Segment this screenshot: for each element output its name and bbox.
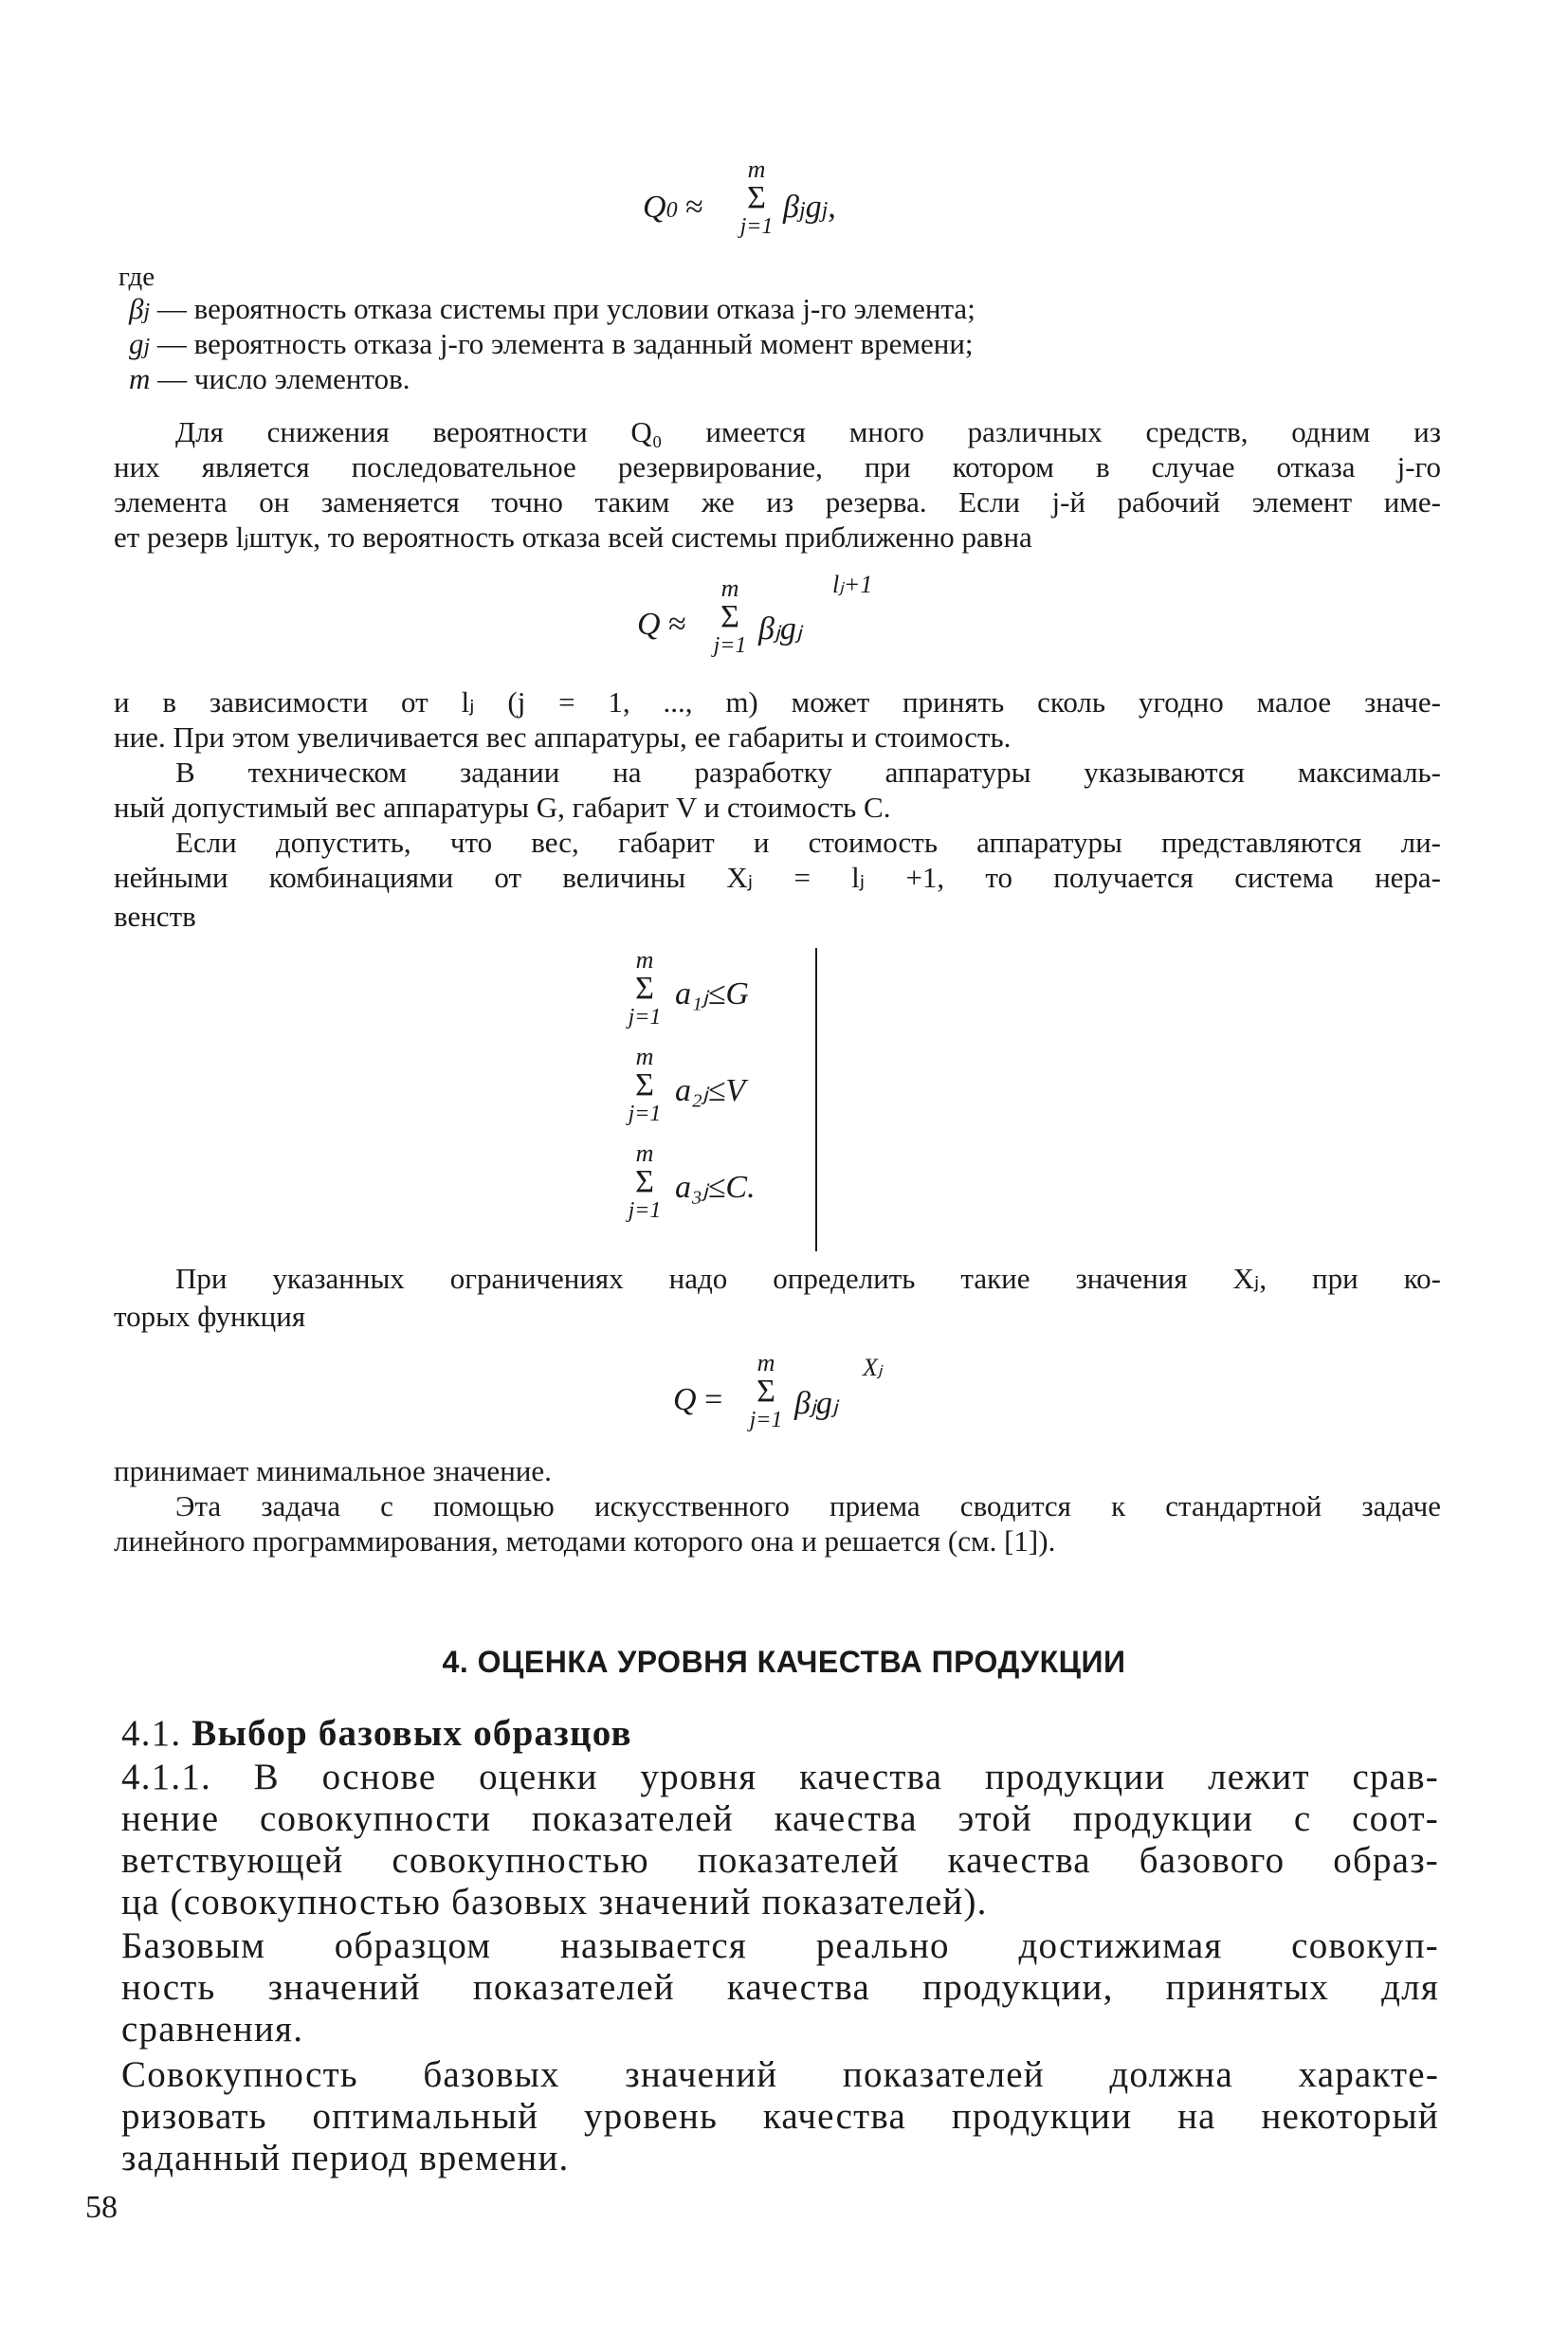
formula1-g-sub: j (821, 198, 829, 223)
para10-line-2: ризовать оптимальный уровень качества продукции на некоторый (121, 2096, 1439, 2137)
definition-beta-symbol: β (129, 292, 144, 325)
formula3-sum-top: m (757, 1349, 775, 1376)
formula1-beta-sub: j (798, 198, 806, 223)
definition-g-text: — вероятность отказа j-го элемента в заданный момент времени; (156, 327, 974, 360)
para8-line-3: ветствующей совокупностью показателей качества базового образ- (121, 1840, 1439, 1881)
formula2-sum (702, 576, 758, 658)
formula1-sum-top: m (747, 155, 766, 183)
formula1-beta: β (783, 190, 799, 225)
para8-line-4: ца (совокупностью базовых значений показателей). (121, 1882, 988, 1923)
para5-line-2: торых функция (114, 1300, 306, 1333)
system-row-3-bottom: j=1 (628, 1198, 662, 1223)
system-row-1-expr: a₁ⱼ≤G (675, 976, 749, 1011)
formula2-approx: ≈ (668, 607, 686, 642)
definition-g-sub: j (143, 335, 151, 359)
system-row-2-sum (621, 1045, 668, 1126)
para1-line-2: них является последовательное резервирование, при котором в случае отказа j-го (114, 450, 1441, 483)
formula1-body (783, 190, 836, 226)
formula1-sum (728, 157, 785, 239)
para4-line-1: Если допустить, что вес, габарит и стоимость аппаратуры представляются ли- (175, 826, 1441, 859)
para6-line-1: принимает минимальное значение. (114, 1454, 552, 1487)
system-row-2-bottom: j=1 (628, 1102, 662, 1126)
definition-m-symbol: m (129, 362, 151, 395)
formula1-tail: , (828, 190, 836, 225)
definition-beta-sub: j (143, 300, 151, 324)
formula3-sum (738, 1351, 794, 1432)
formula2-sum-top: m (720, 574, 739, 602)
formula1-g: g (805, 190, 822, 225)
formula3-sum-bottom: j=1 (749, 1408, 783, 1432)
system-brace (813, 948, 817, 1251)
formula2-body: βⱼgⱼ (758, 611, 802, 647)
formula3-body: βⱼgⱼ (794, 1386, 838, 1421)
page-number: 58 (85, 2190, 118, 2225)
formula3-exponent: Xⱼ (863, 1354, 883, 1381)
formula1-approx: ≈ (685, 190, 703, 225)
definition-beta-text: — вероятность отказа системы при условии отказа j-го элемента; (156, 292, 975, 325)
formula-q-min (673, 1382, 722, 1418)
definition-beta (129, 291, 1390, 330)
system-row-2-expr: a₂ⱼ≤V (675, 1073, 746, 1108)
para1-line-1: Для снижения вероятности Q₀ имеется много различных средств, одним из (175, 415, 1441, 448)
formula1-sum-sigma: Σ (747, 180, 766, 215)
para7-line-2: линейного программирования, методами которого она и решается (см. [1]). (114, 1524, 1056, 1558)
para9-line-2: ность значений показателей качества продукции, принятых для (121, 1967, 1439, 2008)
formula3-eq: = (704, 1382, 723, 1417)
system-row-3-sigma: Σ (635, 1164, 654, 1199)
para3-line-2: ный допустимый вес аппаратуры G, габарит V и стоимость C. (114, 791, 891, 824)
formula-q0 (643, 190, 703, 226)
para2-line-1: и в зависимости от lⱼ (j = 1, ..., m) может принять сколь угодно малое значе- (114, 685, 1441, 719)
system-row-1-bottom: j=1 (628, 1005, 662, 1030)
definition-m-text: — число элементов. (157, 362, 410, 395)
para10-line-3: заданный период времени. (121, 2138, 570, 2178)
where-label: где (119, 262, 155, 292)
system-row-2-sigma: Σ (635, 1067, 654, 1103)
formula2-sum-bottom: j=1 (713, 633, 747, 658)
para1-line-4: ет резерв lⱼштук, то вероятность отказа всей системы приближенно равна (114, 520, 1032, 554)
formula1-lhs: Q (643, 190, 666, 225)
para10-line-1: Совокупность базовых значений показателей должна характе- (121, 2054, 1439, 2095)
para4-line-3: венств (114, 900, 196, 933)
para7-line-1: Эта задача с помощью искусственного приема сводится к стандартной задаче (175, 1489, 1441, 1522)
para5-line-1: При указанных ограничениях надо определить такие значения Xⱼ, при ко- (175, 1262, 1441, 1295)
definition-m (129, 361, 1390, 397)
subsection-title (121, 1713, 1439, 1755)
para1-line-3: элемента он заменяется точно таким же из резерва. Если j-й рабочий элемент име- (114, 485, 1441, 519)
system-row-1-sum (621, 948, 668, 1030)
para4-line-2: нейными комбинациями от величины Xⱼ = lⱼ +1, то получается система нера- (114, 861, 1441, 894)
formula2-sum-sigma: Σ (720, 599, 739, 634)
para8-line-1: 4.1.1. В основе оценки уровня качества продукции лежит срав- (121, 1757, 1439, 1797)
formula1-sum-bottom: j=1 (739, 214, 774, 239)
formula3-lhs: Q (673, 1382, 697, 1417)
system-row-3-sum (621, 1141, 668, 1223)
system-row-2-top: m (635, 1043, 654, 1070)
definition-g-symbol: g (129, 327, 144, 360)
system-row-1-sigma: Σ (635, 971, 654, 1006)
system-row-3-top: m (635, 1139, 654, 1167)
formula-q (637, 607, 686, 643)
para2-line-2: ние. При этом увеличивается вес аппаратуры, ее габариты и стоимость. (114, 720, 1012, 754)
subsection-number: 4.1. (121, 1713, 182, 1754)
definition-g (129, 326, 1390, 365)
formula2-lhs: Q (637, 607, 661, 642)
para9-line-1: Базовым образцом называется реально достижимая совокуп- (121, 1925, 1439, 1966)
formula3-sum-sigma: Σ (757, 1374, 775, 1409)
system-row-1-top: m (635, 946, 654, 974)
para8-line-2: нение совокупности показателей качества этой продукции с соот- (121, 1798, 1439, 1839)
formula2-exponent: lⱼ+1 (832, 571, 873, 598)
para9-line-3: сравнения. (121, 2009, 304, 2050)
section-heading: 4. ОЦЕНКА УРОВНЯ КАЧЕСТВА ПРОДУКЦИИ (442, 1645, 1126, 1679)
formula1-lhs-sub: 0 (665, 198, 678, 223)
para3-line-1: В техническом задании на разработку аппаратуры указываются максималь- (175, 756, 1441, 789)
system-row-3-expr: a₃ⱼ≤C. (675, 1170, 756, 1205)
subsection-title-text: Выбор базовых образцов (191, 1713, 632, 1754)
